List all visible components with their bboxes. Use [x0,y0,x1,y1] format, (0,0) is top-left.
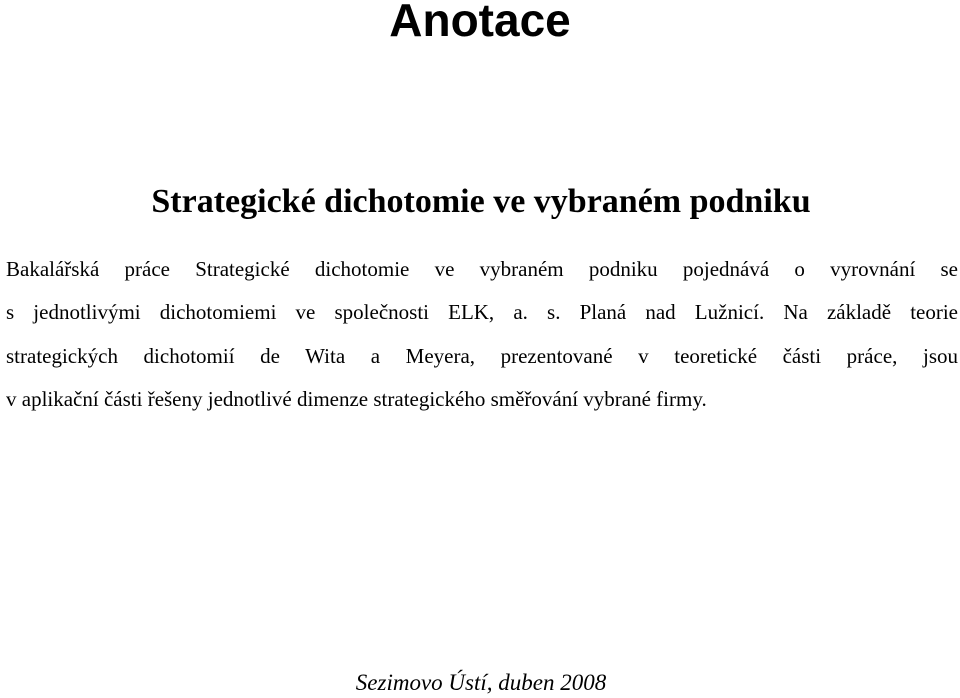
abstract-line: s jednotlivými dichotomiemi ve společnosti ELK, a. s. Planá nad Lužnicí. Na základě teorie [6,300,958,325]
abstract-line: v aplikační části řešeny jednotlivé dimenze strategického směřování vybrané firmy. [6,386,707,411]
abstract-line: strategických dichotomií de Wita a Meyera, prezentované v teoretické části práce, jsou [6,343,958,368]
thesis-title: Strategické dichotomie ve vybraném podniku [151,183,811,220]
section-heading: Anotace [389,0,571,46]
place-and-date: Sezimovo Ústí, duben 2008 [355,670,607,695]
abstract-paragraph [6,248,958,421]
abstract-line: Bakalářská práce Strategické dichotomie ve vybraném podniku pojednává o vyrovnání se [6,257,958,281]
